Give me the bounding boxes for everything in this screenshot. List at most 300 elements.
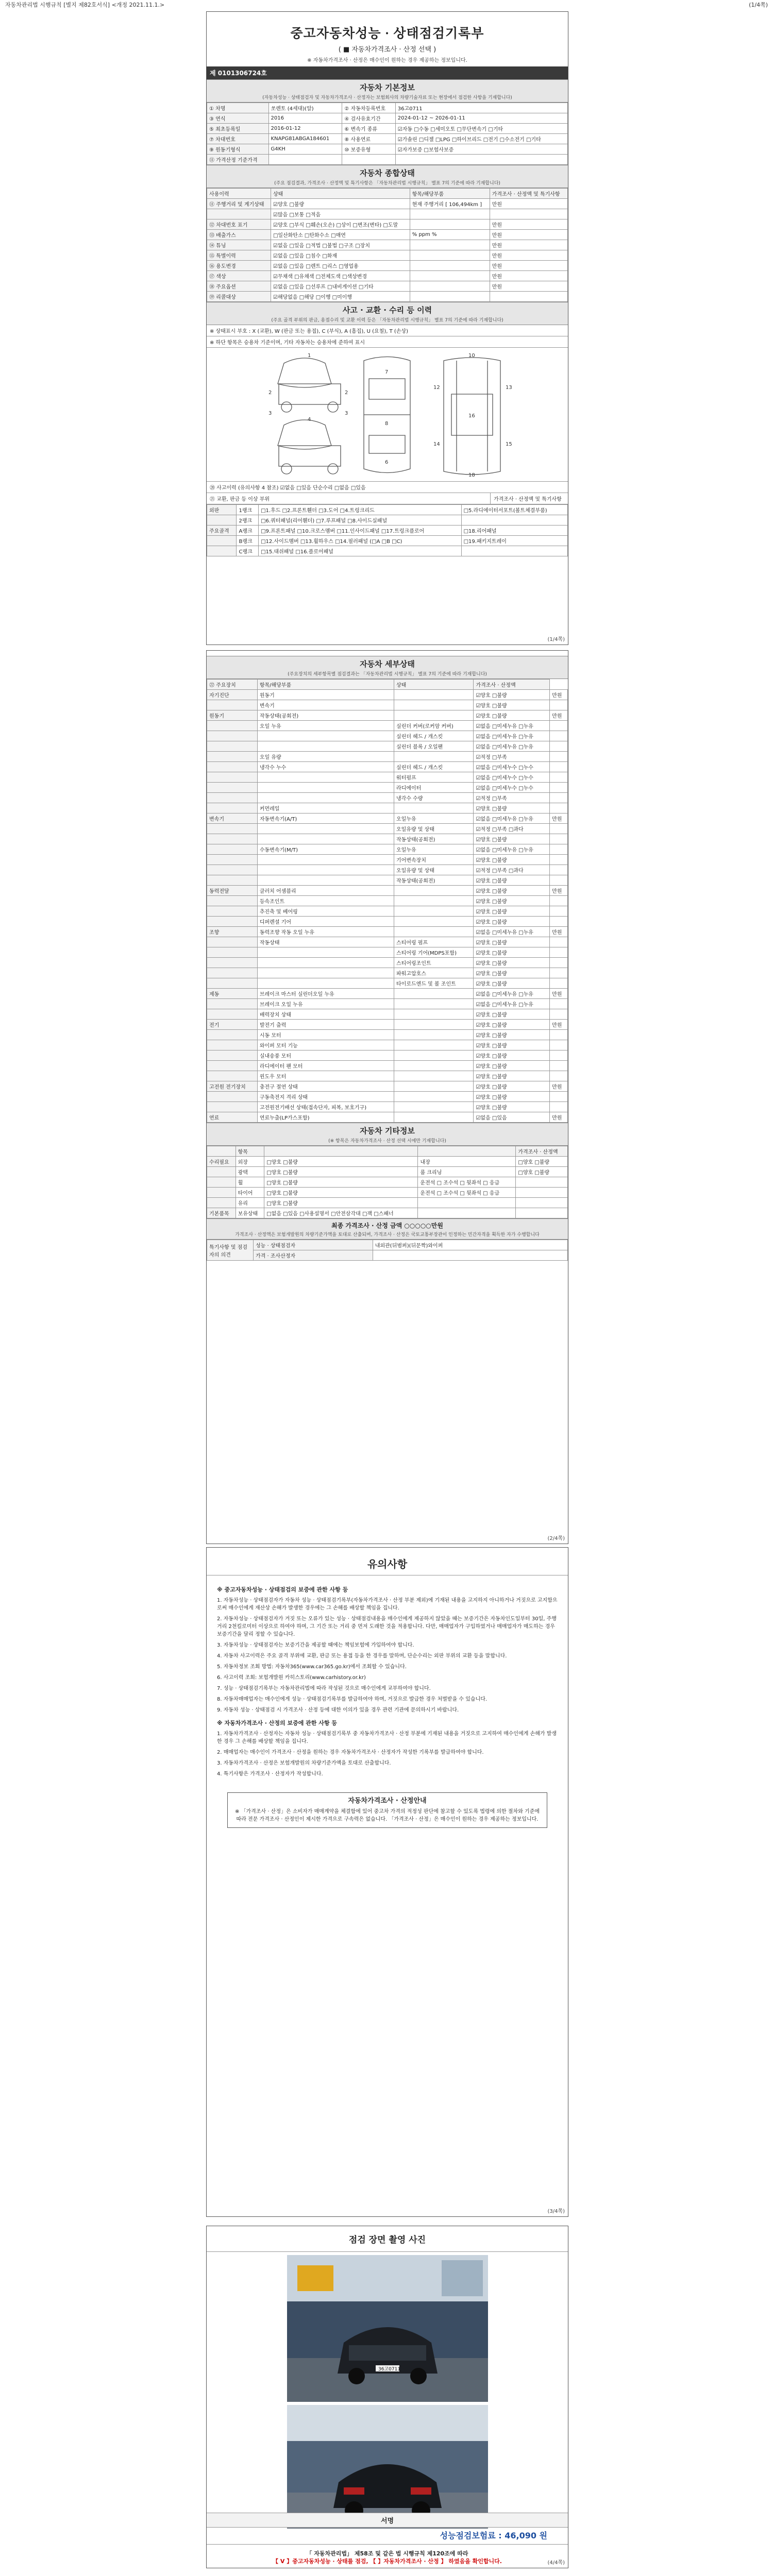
detail-cell <box>207 793 258 803</box>
detail-cell <box>550 772 568 783</box>
basic-info-cell: ☑자동 □수동 □세미오토 □무단변속기 □기타 <box>395 124 567 134</box>
basic-info-cell: ⑦ 차대번호 <box>207 134 269 144</box>
detail-cell: 오일 유량 <box>257 752 394 762</box>
detail-cell <box>550 855 568 865</box>
other-info-header-cell <box>264 1146 418 1157</box>
detail-cell <box>394 886 474 896</box>
svg-text:3: 3 <box>345 411 348 416</box>
detail-cell <box>207 947 258 958</box>
basic-info-cell <box>342 155 395 165</box>
status-row <box>207 199 568 209</box>
detail-cell <box>257 772 394 783</box>
document-subtitle: ( ■ 자동차가격조사 · 산정 선택 ) <box>338 46 436 54</box>
detail-cell: ☑양호 □불량 <box>474 690 550 700</box>
detail-cell <box>207 1050 258 1061</box>
detail-cell <box>207 803 258 814</box>
detail-cell: 연료 <box>207 1112 258 1123</box>
detail-cell <box>394 906 474 917</box>
detail-cell <box>207 834 258 844</box>
detail-cell <box>550 752 568 762</box>
detail-cell <box>550 1061 568 1071</box>
part-cell <box>461 515 567 526</box>
detail-row <box>207 1092 568 1102</box>
basic-info-cell: ⑪ 가격산정 기준가격 <box>207 155 269 165</box>
detail-cell: 작동상태(공회전) <box>394 834 474 844</box>
detail-cell <box>207 772 258 783</box>
status-cell <box>490 209 567 219</box>
status-cell: 만원 <box>490 230 567 240</box>
detail-cell <box>394 999 474 1009</box>
status-cell: 만원 <box>490 219 567 230</box>
detail-cell: 만원 <box>550 886 568 896</box>
detail-cell <box>550 731 568 741</box>
detail-row <box>207 1040 568 1050</box>
detail-cell <box>394 1081 474 1092</box>
svg-text:2: 2 <box>345 390 348 396</box>
detail-cell: 만원 <box>550 1020 568 1030</box>
status-row <box>207 219 568 230</box>
detail-cell <box>550 1009 568 1020</box>
detail-cell <box>207 999 258 1009</box>
other-info-header <box>207 1123 568 1146</box>
detail-cell: 라디에이터 <box>394 783 474 793</box>
status-row <box>207 261 568 271</box>
final-amount-subtitle: 가격조사 · 산정액은 보험개발원의 차량기준가액을 토대로 산출되며, 가격조사 · 산정은 국토교통부장관이 인정하는 민간자격을 획득한 자가 수행합니다 <box>235 1232 540 1238</box>
detail-cell: 오일유량 및 상태 <box>394 824 474 834</box>
detail-cell <box>550 968 568 978</box>
svg-text:10: 10 <box>468 353 475 359</box>
status-row <box>207 281 568 292</box>
detail-row <box>207 793 568 803</box>
detail-cell: ☑없음 □미세누유 □누유 <box>474 721 550 731</box>
inspection-fee: 성능점검보험료 : 46,090 원 <box>207 2526 568 2545</box>
status-cell: ⑯ 용도변경 <box>207 261 271 271</box>
part-cell: 1랭크 <box>237 505 259 515</box>
detail-cell <box>207 855 258 865</box>
detail-cell <box>550 783 568 793</box>
other-info-cell: □양호 □불량 <box>264 1157 418 1167</box>
detail-cell <box>207 824 258 834</box>
price-guide-box <box>227 1792 547 1828</box>
document-number: 제 0101306724호 <box>207 66 568 79</box>
detail-cell <box>207 896 258 906</box>
basic-info-table <box>207 103 568 165</box>
part-cell: □5.라디에이터서포트(볼트체결부품) <box>461 505 567 515</box>
detail-row <box>207 906 568 917</box>
status-row <box>207 230 568 240</box>
detail-row <box>207 927 568 937</box>
status-header-cell: 사용이력 <box>207 189 271 199</box>
detail-row <box>207 958 568 968</box>
detail-row <box>207 814 568 824</box>
other-info-cell: 내장 <box>418 1157 516 1167</box>
detail-cell <box>257 783 394 793</box>
part-cell: □19.패키지트레이 <box>461 536 567 546</box>
detail-cell <box>207 721 258 731</box>
other-info-cell <box>516 1208 568 1218</box>
basic-info-cell <box>268 155 342 165</box>
basic-info-row <box>207 144 568 155</box>
detail-cell <box>394 1040 474 1050</box>
detail-cell: 등속조인트 <box>257 896 394 906</box>
status-cell: ☑없음 □있음 □침수 □화재 <box>271 250 410 261</box>
detail-header-cell: 상태 <box>394 680 474 690</box>
other-info-table <box>207 1146 568 1218</box>
basic-info-cell: ⑤ 최초등록일 <box>207 124 269 134</box>
status-cell: ☑양호 □불량 <box>271 199 410 209</box>
detail-cell <box>394 1102 474 1112</box>
detail-cell <box>550 793 568 803</box>
detail-cell <box>550 1102 568 1112</box>
svg-text:6: 6 <box>385 460 389 465</box>
detail-cell <box>257 958 394 968</box>
status-header-cell: 상태 <box>271 189 410 199</box>
detail-cell: 디퍼렌셜 기어 <box>257 917 394 927</box>
detail-cell: 작동상태 <box>257 937 394 947</box>
detail-header-cell: 가격조사 · 산정액 <box>474 680 550 690</box>
detail-cell <box>207 978 258 989</box>
detail-cell: ☑없음 □미세누유 □누유 <box>474 927 550 937</box>
record-page-2 <box>206 650 568 1544</box>
detail-cell <box>550 762 568 772</box>
other-info-cell: 휠 <box>236 1177 264 1188</box>
status-cell: ⑭ 튜닝 <box>207 240 271 250</box>
detail-row <box>207 978 568 989</box>
other-info-cell <box>418 1198 516 1208</box>
detail-cell: 만원 <box>550 814 568 824</box>
detail-row <box>207 937 568 947</box>
detail-cell: 발전기 출력 <box>257 1020 394 1030</box>
part-row <box>207 505 568 515</box>
basic-info-cell: ⑥ 변속기 종류 <box>342 124 395 134</box>
svg-text:18: 18 <box>468 472 475 478</box>
page-number: (3/4쪽) <box>547 2209 565 2214</box>
part-cell: □9.프론트패널 □10.크로스멤버 □11.인사이드패널 □17.트렁크플로어 <box>259 526 462 536</box>
status-subtitle: (주요 점검결과, 가격조사 · 산정액 및 특기사항은 「자동차관리법 시행규칙」 별표 7의 기준에 따라 기재합니다) <box>274 181 500 186</box>
photo-section-title: 점검 장면 촬영 사진 <box>207 2226 568 2252</box>
detail-row <box>207 1061 568 1071</box>
record-page-3 <box>206 1547 568 2217</box>
notice-item: 2. 매매업자는 매수인이 가격조사 · 산정을 원하는 경우 자동차가격조사 · 산정자가 작성한 기록부를 발급하여야 합니다. <box>217 1750 484 1755</box>
part-cell: 2랭크 <box>237 515 259 526</box>
detail-cell: 제동 <box>207 989 258 999</box>
detail-cell <box>207 1092 258 1102</box>
svg-text:16: 16 <box>468 413 475 419</box>
detail-cell <box>207 917 258 927</box>
detail-cell: 작동상태(공회전) <box>394 875 474 886</box>
detail-cell <box>550 721 568 731</box>
other-info-header-cell: 항목 <box>236 1146 264 1157</box>
detail-row <box>207 1020 568 1030</box>
status-cell: ☑양호 □부식 □훼손(오손) □상이 □변조(변타) □도말 <box>271 219 410 230</box>
basic-info-cell: ☑가솔린 □디젤 □LPG □하이브리드 □전기 □수소전기 □기타 <box>395 134 567 144</box>
other-info-row <box>207 1208 568 1218</box>
other-info-row <box>207 1167 568 1177</box>
status-header-cell: 가격조사 · 산정액 및 특기사항 <box>490 189 567 199</box>
part-cell: 주요골격 <box>207 526 237 536</box>
detail-cell: 냉각수 수량 <box>394 793 474 803</box>
detail-cell: 워터펌프 <box>394 772 474 783</box>
other-info-cell <box>516 1177 568 1188</box>
detail-cell: ☑양호 □불량 <box>474 958 550 968</box>
special-notes-cell <box>373 1250 567 1261</box>
status-cell: ☑없음 □있음 □렌트 □리스 □영업용 <box>271 261 410 271</box>
inspection-photo-front <box>287 2255 488 2402</box>
detail-cell: ☑없음 □미세누유 □누유 <box>474 731 550 741</box>
detail-row <box>207 803 568 814</box>
detail-cell <box>257 875 394 886</box>
status-cell: □일산화탄소 □탄화수소 □매연 <box>271 230 410 240</box>
detail-cell: ☑없음 □미세누유 □누유 <box>474 814 550 824</box>
detail-cell <box>394 896 474 906</box>
status-cell <box>410 281 490 292</box>
status-header-row <box>207 189 568 199</box>
detail-cell <box>207 937 258 947</box>
plate-text: 36고0711 <box>378 2367 400 2372</box>
notice-body <box>207 1575 568 1786</box>
price-guide-title: 자동차가격조사 · 산정안내 <box>348 1797 427 1805</box>
part-cell <box>207 536 237 546</box>
detail-cell <box>394 690 474 700</box>
status-cell <box>410 250 490 261</box>
basic-info-row <box>207 113 568 124</box>
footer-line-2: 【 V 】중고자동차성능 · 상태를 점검, 【 】자동차가격조사 · 산정 】 하였음을 확인합니다. <box>273 2558 502 2565</box>
detail-cell: ☑양호 □불량 <box>474 875 550 886</box>
status-cell: 현재 주행거리 [ 106,494km ] <box>410 199 490 209</box>
special-notes-table <box>207 1240 568 1261</box>
final-amount-value: ○○○○○만원 <box>404 1222 443 1229</box>
detail-cell <box>394 989 474 999</box>
confirmation-footer <box>207 2550 568 2565</box>
detail-row <box>207 1112 568 1123</box>
basic-info-cell: 2024-01-12 ~ 2026-01-11 <box>395 113 567 124</box>
basic-info-cell: ③ 연식 <box>207 113 269 124</box>
svg-text:3: 3 <box>268 411 272 416</box>
status-row <box>207 250 568 261</box>
detail-cell: ☑적정 □부족 □과다 <box>474 865 550 875</box>
detail-cell: ☑없음 □미세누유 □누유 <box>474 999 550 1009</box>
final-amount-title: 최종 가격조사 · 산정 금액 <box>331 1222 402 1229</box>
detail-cell <box>207 1040 258 1050</box>
detail-cell: 윈도우 모터 <box>257 1071 394 1081</box>
detail-cell: 오일누유 <box>394 814 474 824</box>
status-cell: ☑무채색 □유채색 □전체도색 □색상변경 <box>271 271 410 281</box>
detail-cell: 와이퍼 모터 기능 <box>257 1040 394 1050</box>
detail-cell: 추진축 및 베어링 <box>257 906 394 917</box>
detail-row <box>207 886 568 896</box>
detail-cell: 스티어링조인트 <box>394 958 474 968</box>
other-info-cell: □양호 □불량 <box>516 1157 568 1167</box>
detail-cell: ☑없음 □미세누수 □누수 <box>474 783 550 793</box>
detail-cell: 파워고압호스 <box>394 968 474 978</box>
detail-cell <box>394 1030 474 1040</box>
notice-heading-2: ※ 자동차가격조사 · 산정의 보증에 관한 사항 등 <box>217 1720 337 1726</box>
detail-row <box>207 1081 568 1092</box>
detail-row <box>207 1009 568 1020</box>
price-guide-text: ※ 「가격조사 · 산정」은 소비자가 매매계약을 체결함에 있어 중고차 가격의 적정성 판단에 참고할 수 있도록 법령에 의한 절차와 기준에 따라 전문 가격조사 · 산정인이 제시한 가격으로 구속력은 없습니다. 「가격조사 · 산정」은 매수인이 원하는 경우 제공하는 정보입니다. <box>234 1809 540 1822</box>
other-info-cell <box>207 1167 236 1177</box>
detail-cell: ☑없음 □미세누수 □누수 <box>474 772 550 783</box>
status-cell <box>410 271 490 281</box>
status-cell: ⑱ 주요옵션 <box>207 281 271 292</box>
page-counter: (1/4쪽) <box>749 2 768 8</box>
basic-info-cell: KNAPG81ABGA184601 <box>268 134 342 144</box>
part-row <box>207 536 568 546</box>
status-header <box>207 165 568 188</box>
other-info-cell: □양호 □불량 <box>264 1188 418 1198</box>
detail-row <box>207 968 568 978</box>
detail-cell: 충전구 절연 상태 <box>257 1081 394 1092</box>
part-cell <box>207 515 237 526</box>
detail-cell: 커먼레일 <box>257 803 394 814</box>
detail-cell: 기어변속장치 <box>394 855 474 865</box>
detail-cell: 만원 <box>550 1112 568 1123</box>
detail-cell: ☑양호 □불량 <box>474 1092 550 1102</box>
detail-cell: ☑양호 □불량 <box>474 1030 550 1040</box>
detail-cell <box>550 937 568 947</box>
detail-cell: ☑양호 □불량 <box>474 886 550 896</box>
detail-cell: ☑양호 □불량 <box>474 1071 550 1081</box>
basic-info-cell: 36고0711 <box>395 103 567 113</box>
other-info-cell: 기본품목 <box>207 1208 236 1218</box>
other-info-cell: 운전석 □ 조수석 □ 뒷좌석 □ 응급 <box>418 1188 516 1198</box>
status-cell: ⑰ 색상 <box>207 271 271 281</box>
detail-cell <box>207 958 258 968</box>
detail-cell <box>394 917 474 927</box>
basic-info-row <box>207 103 568 113</box>
detail-cell: ☑없음 □미세누유 □누유 <box>474 844 550 855</box>
special-notes-label: 특기사항 및 점검자의 의견 <box>207 1240 254 1261</box>
accident-status: ⑳ 사고이력 (유의사항 4 참조) ☑없음 □있음 단순수리 □없음 □있음 <box>207 482 568 493</box>
status-cell: ⑫ 차대번호 표기 <box>207 219 271 230</box>
svg-text:7: 7 <box>385 369 389 375</box>
top-bar <box>0 0 773 9</box>
detail-row <box>207 783 568 793</box>
detail-cell: ☑없음 □미세누유 □누유 <box>474 741 550 752</box>
status-title: 자동차 종합상태 <box>360 168 415 178</box>
status-cell: ⑲ 리콜대상 <box>207 292 271 302</box>
status-cell: ⑬ 배출가스 <box>207 230 271 240</box>
detail-row <box>207 896 568 906</box>
detail-cell: ☑양호 □불량 <box>474 1040 550 1050</box>
detail-cell <box>207 752 258 762</box>
detail-cell <box>550 947 568 958</box>
detail-cell: 배력장치 상태 <box>257 1009 394 1020</box>
notice-heading-1: ※ 중고자동차성능 · 상태점검의 보증에 관한 사항 등 <box>217 1586 348 1593</box>
detail-cell <box>550 999 568 1009</box>
other-info-header-row <box>207 1146 568 1157</box>
other-info-cell: □없음 □있음 □사용설명서 □안전삼각대 □잭 □스패너 <box>264 1208 418 1218</box>
status-cell: ☑없음 □있음 □선루프 □내비게이션 □기타 <box>271 281 410 292</box>
notice-item: 4. 자동차 사고이력은 주요 골격 부위에 교환, 판금 또는 용접 등을 한 경우를 말하며, 단순수리는 외판 부위의 교환 등을 말합니다. <box>217 1653 507 1659</box>
accident-header <box>207 302 568 325</box>
detail-cell <box>550 824 568 834</box>
legend-note: ※ 상태표시 부호 : X (교환), W (판금 또는 용접), C (부식), A (흠집), U (요철), T (손상) <box>207 325 568 336</box>
basic-info-subtitle: (자동차성능 · 상태점검자 및 자동차가격조사 · 산정자는 보험회사의 차량기술자료 또는 현장에서 점검한 사항을 기재합니다) <box>262 95 512 100</box>
detail-cell: ☑양호 □불량 <box>474 1020 550 1030</box>
detail-cell: ☑양호 □불량 <box>474 937 550 947</box>
detail-cell: 브레이크 마스터 실린더오일 누유 <box>257 989 394 999</box>
special-notes-row <box>207 1250 568 1261</box>
detail-cell <box>394 700 474 710</box>
detail-cell <box>394 1009 474 1020</box>
status-cell: ☑해당없음 □해당 □이행 □미이행 <box>271 292 410 302</box>
detail-cell: ☑양호 □불량 <box>474 710 550 721</box>
detail-cell <box>207 700 258 710</box>
detail-cell: ☑없음 □미세누수 □누수 <box>474 762 550 772</box>
special-notes-cell: 내외관(뒤범퍼)(뒤문짝)와이퍼 <box>373 1240 567 1250</box>
other-info-cell: 보유상태 <box>236 1208 264 1218</box>
detail-cell <box>257 741 394 752</box>
status-cell <box>207 209 271 219</box>
detail-cell: 실린더 블록 / 오일팬 <box>394 741 474 752</box>
status-cell: 만원 <box>490 271 567 281</box>
detail-cell: ☑양호 □불량 <box>474 1081 550 1092</box>
basic-info-cell: G4KH <box>268 144 342 155</box>
status-cell <box>410 219 490 230</box>
basic-info-row <box>207 134 568 144</box>
detail-cell: 자기진단 <box>207 690 258 700</box>
other-info-header-cell <box>207 1146 236 1157</box>
detail-cell <box>207 844 258 855</box>
detail-cell <box>550 1050 568 1061</box>
part-row <box>207 546 568 556</box>
part-cell: C랭크 <box>237 546 259 556</box>
part-cell: □18.리어패널 <box>461 526 567 536</box>
other-info-cell <box>516 1198 568 1208</box>
detail-cell: 작동상태(공회전) <box>257 710 394 721</box>
detail-cell <box>550 1030 568 1040</box>
page-number: (4/4쪽) <box>547 2560 565 2566</box>
part-cell: □6.쿼터패널(리어휀더) □7.루프패널 □8.사이드실패널 <box>259 515 462 526</box>
part-cell: B랭크 <box>237 536 259 546</box>
status-cell <box>410 292 490 302</box>
detail-cell: 만원 <box>550 1081 568 1092</box>
detail-cell <box>550 844 568 855</box>
detail-cell <box>257 947 394 958</box>
svg-text:8: 8 <box>385 421 389 427</box>
detail-cell: ☑적정 □부족 <box>474 793 550 803</box>
status-cell: ☑없음 □있음 □적법 □불법 □구조 □장치 <box>271 240 410 250</box>
status-cell <box>490 292 567 302</box>
detail-row <box>207 1071 568 1081</box>
basic-info-cell <box>395 155 567 165</box>
detail-cell <box>207 1071 258 1081</box>
detail-cell <box>207 762 258 772</box>
basic-info-cell: ② 자동차등록번호 <box>342 103 395 113</box>
detail-header-cell: ㉒ 주요장치 <box>207 680 258 690</box>
detail-cell <box>394 1092 474 1102</box>
detail-row <box>207 875 568 886</box>
detail-cell <box>257 865 394 875</box>
detail-cell <box>550 700 568 710</box>
special-notes-cell: 성능 · 상태점검자 <box>254 1240 373 1250</box>
page-number: (1/4쪽) <box>547 637 565 642</box>
signature-label: 서명 <box>207 2513 568 2528</box>
other-info-cell: □양호 □불량 <box>264 1198 418 1208</box>
status-row <box>207 209 568 219</box>
other-info-row <box>207 1157 568 1167</box>
detail-cell <box>207 906 258 917</box>
detail-cell: ☑양호 □불량 <box>474 968 550 978</box>
part-row <box>207 526 568 536</box>
status-cell: ⑮ 특별이력 <box>207 250 271 261</box>
basic-info-cell: 쏘렌토 (4세대)(알) <box>268 103 342 113</box>
detail-row <box>207 947 568 958</box>
detail-cell <box>550 906 568 917</box>
notice-item: 2. 자동차성능 · 상태점검자가 거짓 또는 오류가 있는 성능 · 상태점검내용을 매수인에게 제공하지 않았을 때는 보증기간은 자동차인도일부터 30일, 주행거리 2천킬로미터 이상으로 하여야 하며, 그 기간 또는 거리 중 먼저 도래한 것을 적용합니다. 다만, 매매업자가 구입하였거나 매매업자가 매도하는 경우 보증기간을 달리 정할 수 있습니다. <box>217 1616 557 1637</box>
other-info-cell: 광택 <box>236 1167 264 1177</box>
